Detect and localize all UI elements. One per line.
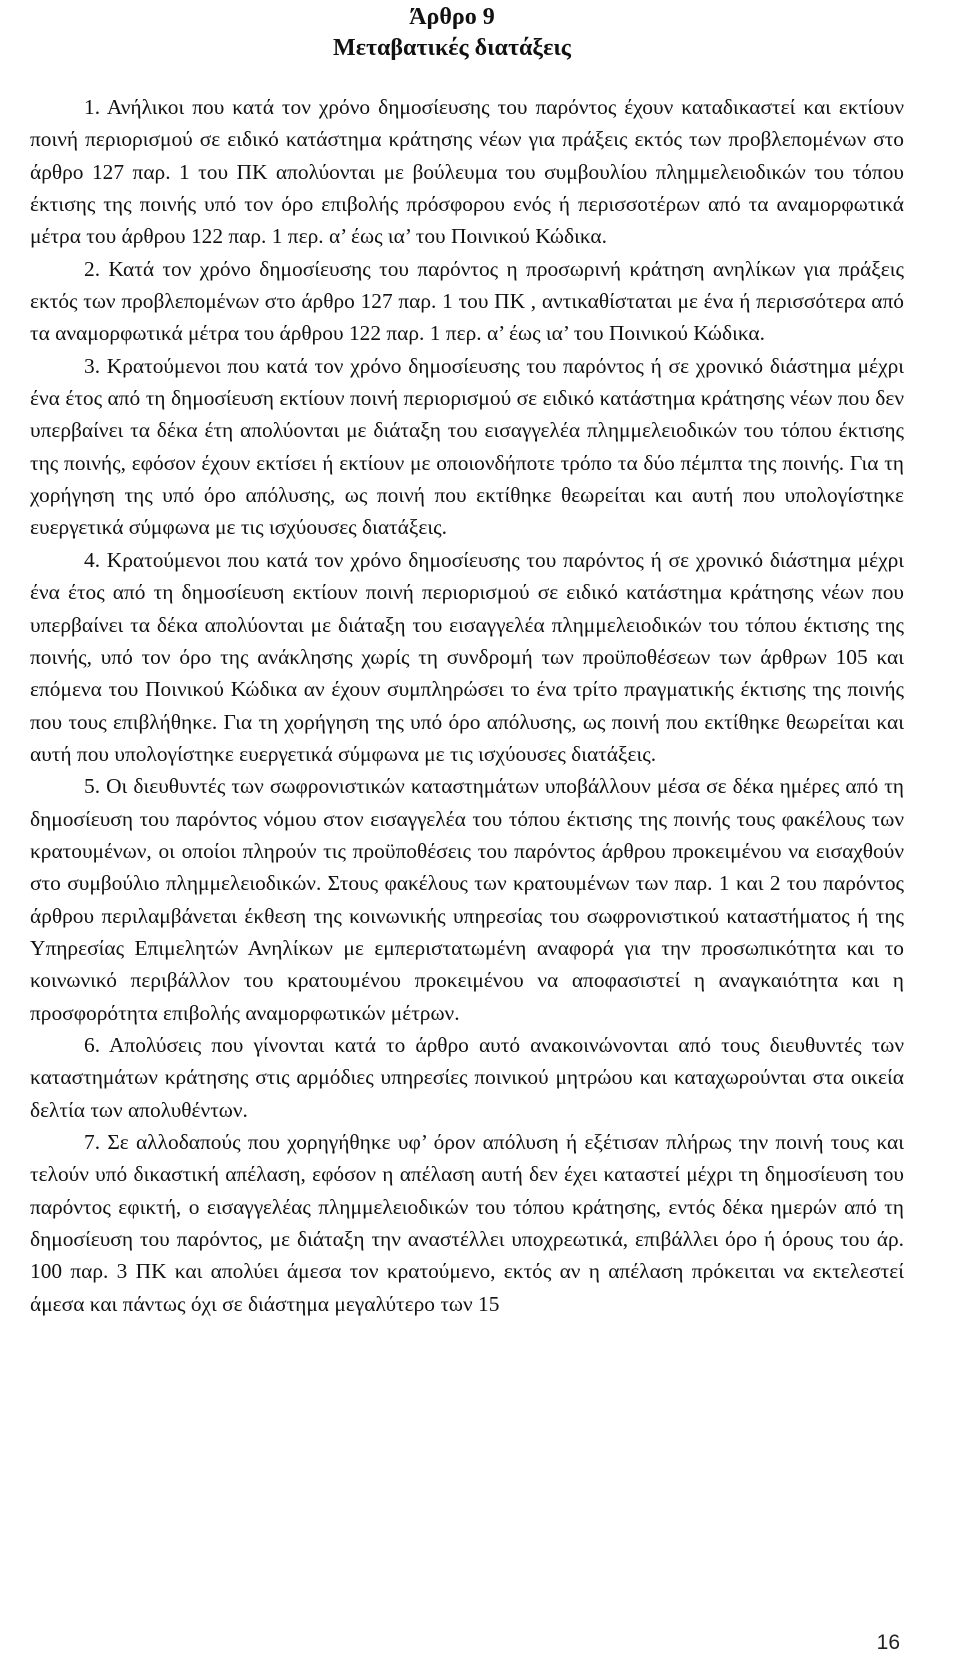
article-subtitle: Μεταβατικές διατάξεις	[333, 35, 571, 61]
paragraph-6: 6. Απολύσεις που γίνονται κατά το άρθρο αυτό ανακοινώνονται από τους διευθυντές των καταστημάτων κράτησης στις αρμόδιες υπηρεσίες ποινικού μητρώου και καταχωρούνται στα οικεία δελτία των απολυθέντων.	[30, 1032, 904, 1122]
paragraph-7: 7. Σε αλλοδαπούς που χορηγήθηκε υφ’ όρον απόλυση ή εξέτισαν πλήρως την ποινή τους και τελούν υπό δικαστική απέλαση, εφόσον η απέλαση αυτή δεν έχει καταστεί μέχρι τη δημοσίευση του παρόντος εφικτή, ο εισαγγελέας πλημμελειοδικών του τόπου κράτησης, εντός δέκα ημερών από τη δημοσίευση του παρόντος, με διάταξη την αναστέλλει υποχρεωτικά, επιβάλλει όρο ή όρους του άρ. 100 παρ. 3 ΠΚ και απολύει άμεσα τον κρατούμενο, εκτός αν η απέλαση πρόκειται να εκτελεστεί άμεσα και πάντως όχι σε διάστημα μεγαλύτερο των 15	[30, 1130, 904, 1316]
paragraph-3: 3. Κρατούμενοι που κατά τον χρόνο δημοσίευσης του παρόντος ή σε χρονικό διάστημα μέχρι ένα έτος από τη δημοσίευση εκτίουν ποινή περιορισμού σε ειδικό κατάστημα κράτησης νέων που δεν υπερβαίνει τα δέκα έτη απολύονται με διάταξη του εισαγγελέα πλημμελειοδικών του τόπου έκτισης της ποινής, εφόσον έχουν εκτίσει ή εκτίουν με οποιονδήποτε τρόπο τα δύο πέμπτα της ποινής. Για τη χορήγηση της υπό όρο απόλυσης, ως ποινή που εκτίθηκε θεωρείται και αυτή που υπολογίστηκε ευεργετικά σύμφωνα με τις ισχύουσες διατάξεις.	[30, 353, 904, 540]
page-number: 16	[876, 1631, 900, 1654]
paragraph-1: 1. Ανήλικοι που κατά τον χρόνο δημοσίευσης του παρόντος έχουν καταδικαστεί και εκτίουν ποινή περιορισμού σε ειδικό κατάστημα κράτησης νέων για πράξεις εκτός των προβλεπομένων στο άρθρο 127 παρ. 1 του ΠΚ απολύονται με βούλευμα του συμβουλίου πλημμελειοδικών του τόπου έκτισης της ποινής υπό τον όρο επιβολής πρόσφορου ενός ή περισσοτέρων από τα αναμορφωτικά μέτρα του άρθρου 122 παρ. 1 περ. α’ έως ια’ του Ποινικού Κώδικα.	[30, 95, 904, 249]
article-title: Άρθρο 9	[409, 4, 495, 30]
paragraph-2: 2. Κατά τον χρόνο δημοσίευσης του παρόντος η προσωρινή κράτηση ανηλίκων για πράξεις εκτός των προβλεπομένων στο άρθρο 127 παρ. 1 του ΠΚ , αντικαθίσταται με ένα ή περισσότερα από τα αναμορφωτικά μέτρα του άρθρου 122 παρ. 1 περ. α’ έως ια’ του Ποινικού Κώδικα.	[30, 256, 904, 346]
article-body	[30, 91, 904, 1320]
paragraph-5: 5. Οι διευθυντές των σωφρονιστικών καταστημάτων υποβάλλουν μέσα σε δέκα ημέρες από τη δημοσίευση του παρόντος νόμου στον εισαγγελέα του τόπου έκτισης της ποινής τους φακέλους των κρατουμένων, οι οποίοι πληρούν τις προϋποθέσεις του παρόντος άρθρου προκειμένου να εισαχθούν στο συμβούλιο πλημμελειοδικών. Στους φακέλους των κρατουμένων των παρ. 1 και 2 του παρόντος άρθρου περιλαμβάνεται έκθεση της κοινωνικής υπηρεσίας του σωφρονιστικού καταστήματος ή της Υπηρεσίας Επιμελητών Ανηλίκων με εμπεριστατωμένη αναφορά για την προσωπικότητα και το κοινωνικό περιβάλλον του κρατουμένου προκειμένου να αποφασιστεί η αναγκαιότητα και η προσφορότητα επιβολής αναμορφωτικών μέτρων.	[30, 774, 904, 1025]
paragraph-4: 4. Κρατούμενοι που κατά τον χρόνο δημοσίευσης του παρόντος ή σε χρονικό διάστημα μέχρι ένα έτος από τη δημοσίευση εκτίουν ποινή περιορισμού σε ειδικό κατάστημα κράτησης νέων που υπερβαίνει τα δέκα απολύονται με διάταξη του εισαγγελέα πλημμελειοδικών του τόπου έκτισης της ποινής, υπό τον όρο της ανάκλησης χωρίς τη συνδρομή των προϋποθέσεων των άρθρων 105 και επόμενα του Ποινικού Κώδικα αν έχουν συμπληρώσει το ένα τρίτο πραγματικής έκτισης της ποινής που τους επιβλήθηκε. Για τη χορήγηση της υπό όρο απόλυσης, ως ποινή που εκτίθηκε θεωρείται και αυτή που υπολογίστηκε ευεργετικά σύμφωνα με τις ισχύουσες διατάξεις.	[30, 547, 904, 766]
